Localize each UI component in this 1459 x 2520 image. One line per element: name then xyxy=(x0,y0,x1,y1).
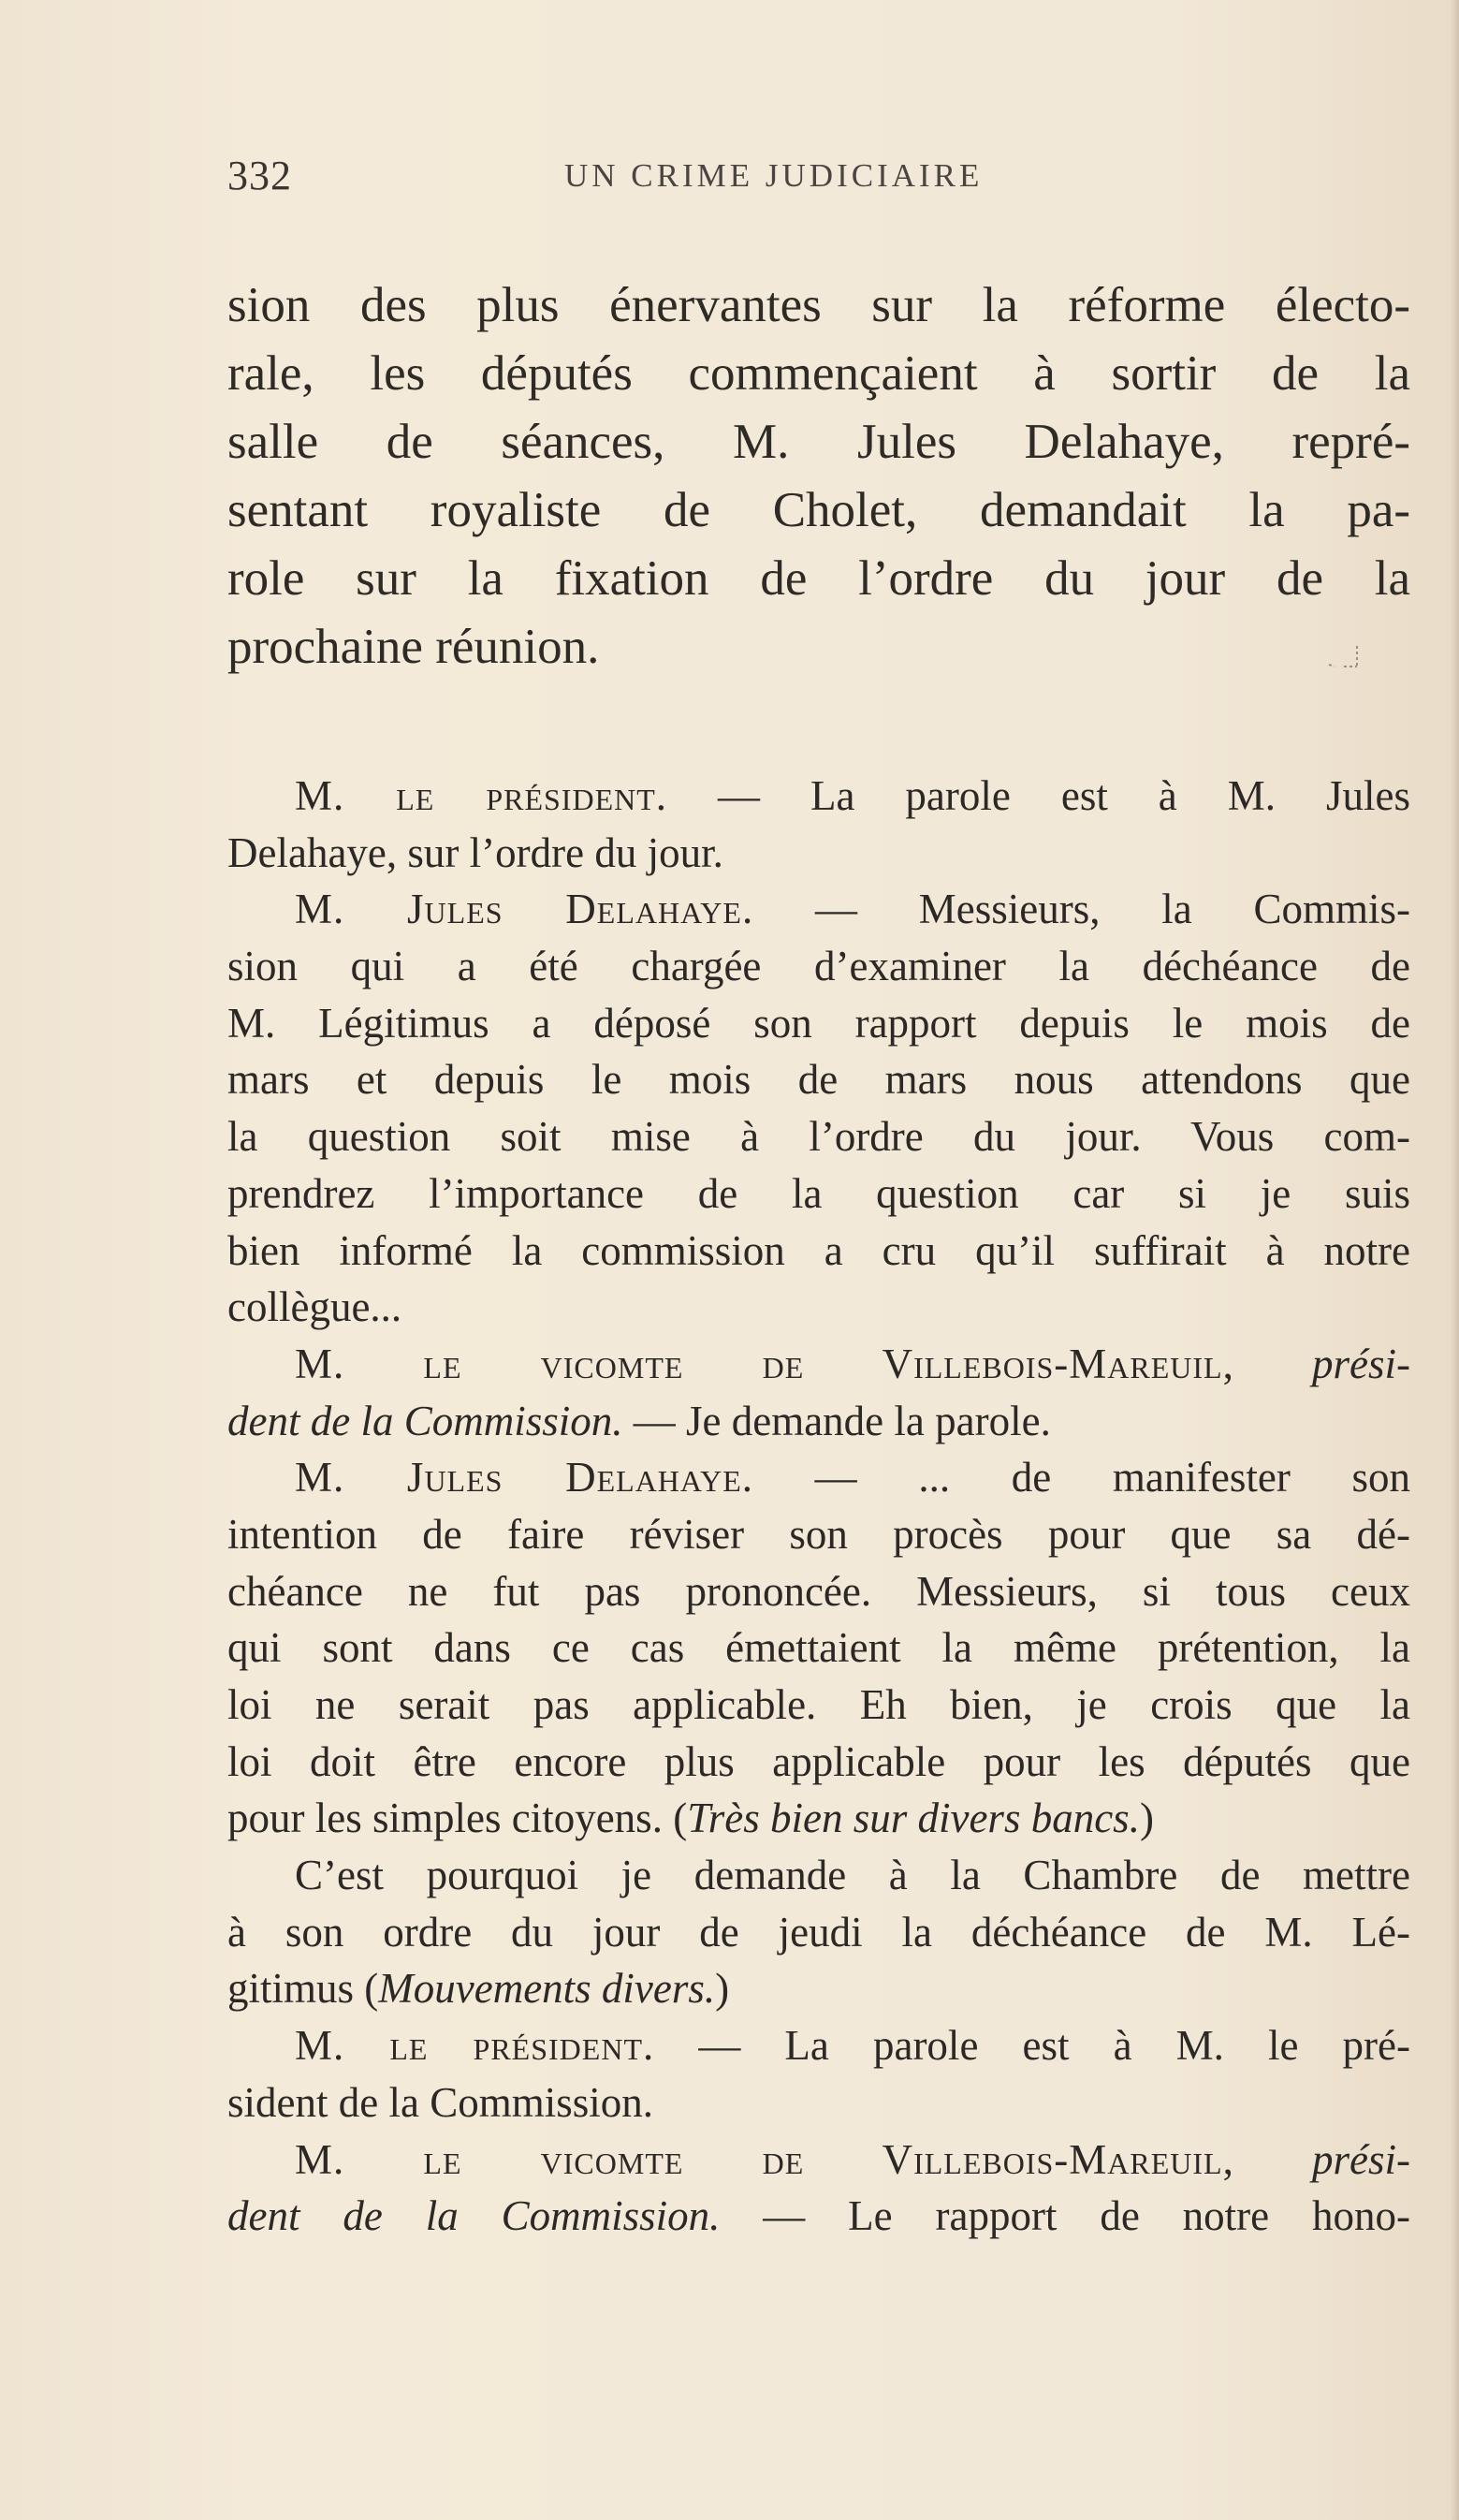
speaker-name: M. le vicomte de Villebois-Mareuil, xyxy=(295,2135,1234,2183)
speaker-name: M. Jules Delahaye. xyxy=(295,886,754,933)
text-line: loi ne serait pas applicable. Eh bien, je crois que la xyxy=(227,1681,1410,1728)
text-line: bien informé la commission a cru qu’il suffirait à notre xyxy=(227,1226,1410,1274)
text-line: dent de la Commission. — Je demande la parole. xyxy=(227,1397,1051,1444)
text-line: sident de la Commission. xyxy=(227,2078,653,2126)
text-line: prendrez l’importance de la question car si je suis xyxy=(227,1169,1410,1217)
text-line: M. Légitimus a déposé son rapport depuis le mois de xyxy=(227,999,1410,1047)
text-line: gitimus (Mouvements divers.) xyxy=(227,1965,730,2013)
intro-paragraph xyxy=(227,271,1410,681)
stage-direction: Mouvements divers. xyxy=(378,1965,716,2013)
text-line: M. le président. — La parole est à M. le pré- xyxy=(295,2022,1411,2070)
speaker-role: prési- xyxy=(1233,2135,1410,2183)
text-line: sion des plus énervantes sur la réforme électo- xyxy=(227,278,1410,332)
text-line: M. Jules Delahaye. — ... de manifester son xyxy=(295,1454,1410,1502)
text-line xyxy=(227,1336,1410,1393)
text-line: prochaine réunion. xyxy=(227,620,600,674)
running-title: UN CRIME JUDICIAIRE xyxy=(564,157,984,194)
text-line: dent de la Commission. — Le rapport de notre hono- xyxy=(227,2192,1410,2240)
text-line: chéance ne fut pas prononcée. Messieurs, si tous ceux xyxy=(227,1567,1410,1615)
stage-direction: Très bien sur divers bancs. xyxy=(687,1795,1140,1842)
text-line: loi doit être encore plus applicable pour les députés que xyxy=(227,1737,1410,1785)
text-line: qui sont dans ce cas émettaient la même prétention, la xyxy=(227,1624,1410,1672)
text-line: sentant royaliste de Cholet, demandait la pa- xyxy=(227,483,1410,537)
speaker-name: M. Jules Delahaye. xyxy=(295,1454,753,1502)
text-line: pour les simples citoyens. (Très bien sur divers bancs.) xyxy=(227,1795,1154,1842)
page-number: 332 xyxy=(227,153,292,198)
text-line: sion qui a été chargée d’examiner la déchéance de xyxy=(227,943,1410,990)
text-line: salle de séances, M. Jules Delahaye, repré- xyxy=(227,415,1410,469)
speaker-role: prési- xyxy=(1233,1340,1410,1387)
text-line: M. le président. — La parole est à M. Jules xyxy=(295,772,1411,819)
text-line: à son ordre du jour de jeudi la déchéance de M. Lé- xyxy=(227,1908,1410,1956)
text-line: M. Jules Delahaye. — Messieurs, la Commis- xyxy=(295,886,1410,933)
text-line: C’est pourquoi je demande à la Chambre de mettre xyxy=(295,1852,1410,1899)
speaker-name: M. le vicomte de Villebois-Mareuil, xyxy=(295,1340,1234,1387)
pencil-mark-icon xyxy=(1316,644,1361,681)
text-line: role sur la fixation de l’ordre du jour de la xyxy=(227,551,1410,606)
text-line: mars et depuis le mois de mars nous attendons que xyxy=(227,1056,1410,1104)
speaker-role: dent de la Commission. xyxy=(227,1397,623,1444)
speaker-name: M. le président. xyxy=(295,2022,655,2070)
text-line: intention de faire réviser son procès pour que sa dé- xyxy=(227,1510,1410,1558)
debate-transcript xyxy=(227,768,1410,2245)
text-line xyxy=(227,2132,1410,2189)
speaker-name: M. le président. xyxy=(295,772,668,819)
text-line: collègue... xyxy=(227,1283,402,1331)
text-line: rale, les députés commençaient à sortir de la xyxy=(227,346,1410,401)
page-header xyxy=(227,152,1410,208)
speaker-role: dent de la Commission. xyxy=(227,2192,721,2240)
text-line: la question soit mise à l’ordre du jour. Vous com- xyxy=(227,1113,1410,1161)
text-line: Delahaye, sur l’ordre du jour. xyxy=(227,828,723,876)
